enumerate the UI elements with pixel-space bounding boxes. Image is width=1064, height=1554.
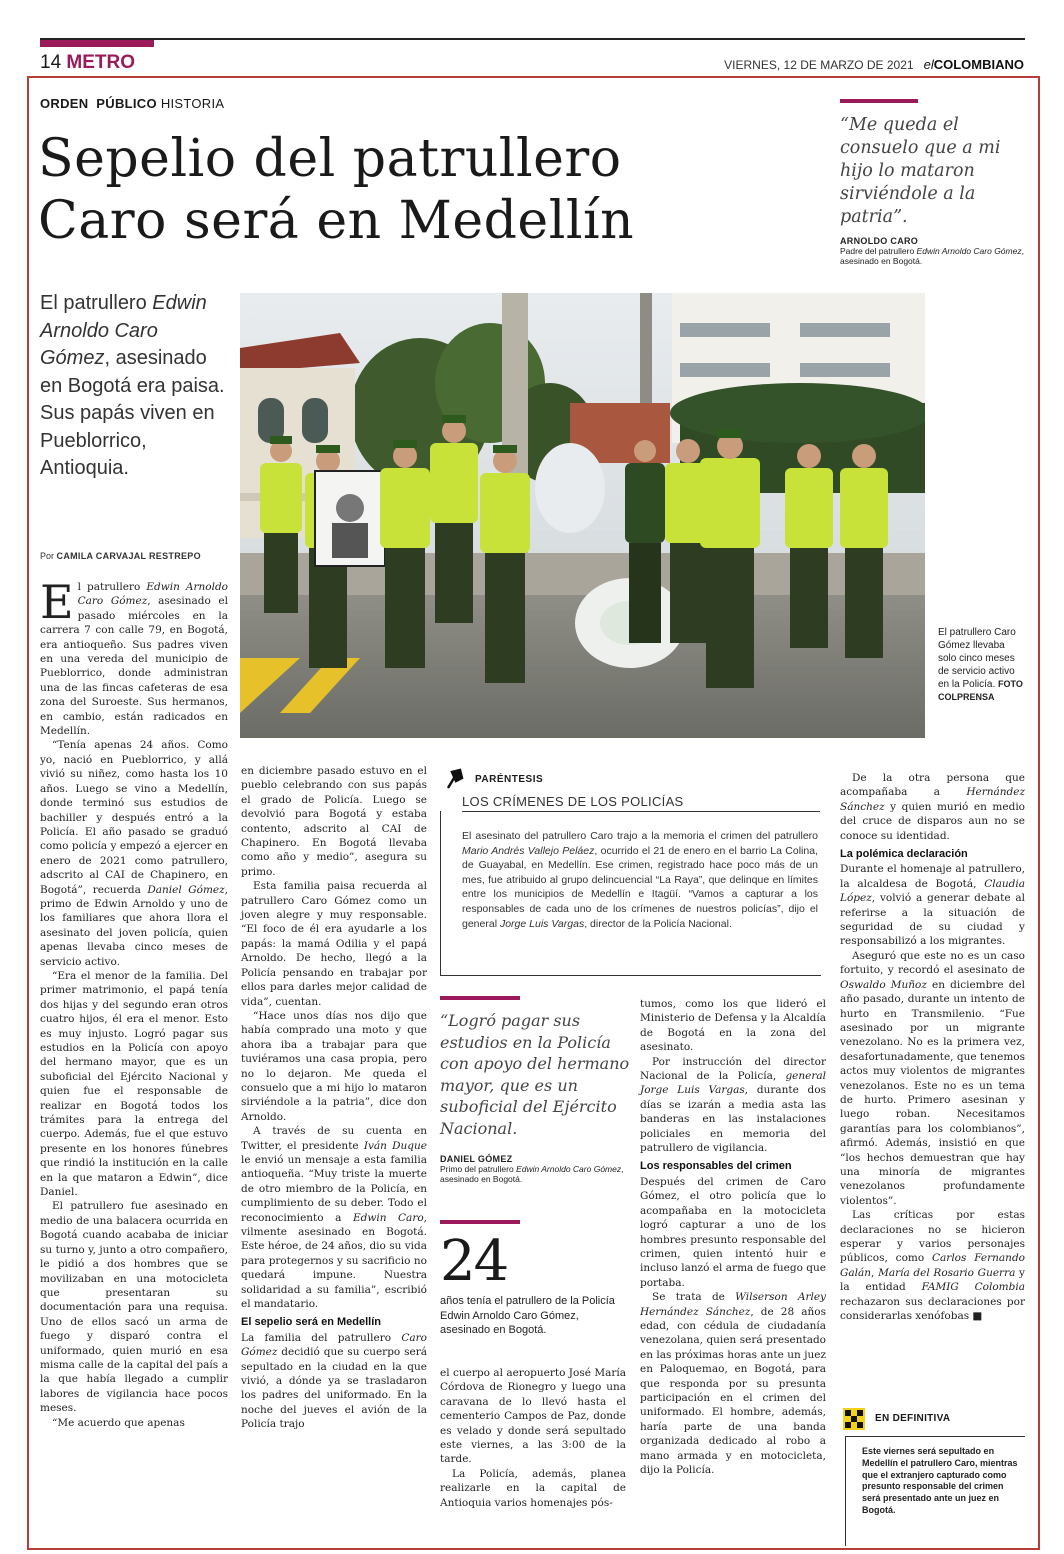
stat-text: años tenía el patrullero de la Policía Edwin Arnoldo Caro Gómez, asesinado en Bogotá. <box>440 1295 615 1336</box>
en-definitiva-text: Este viernes será sepultado en Medellín el patrullero Caro, mientras que el extranjero capturado como presunto responsable del crimen será presentado ante un juez en Bogotá. <box>862 1446 1018 1515</box>
article-column-4: tumos, como los que lideró el Ministerio de Defensa y la Alcaldía de Bogotá en la zona del asesinato. Por instrucción del director Nacional de la Policía, general Jorge Luis Vargas, durante dos días se izarán a media asta las banderas en las instalaciones policiales en memoria del patrullero de vigilancia. Los responsables del crimen Después del crimen de Caro Gómez, el otro policía que lo acompañaba en la motocicleta logró capturar a uno de los hombres presunto responsable del crimen, quien intentó huir e incluso lanzó el arma de fuego que portaba. Se trata de Wilserson Arley Hernández Sánchez, de 28 años edad, con cédula de ciudadanía venezolana, quien será presentado en las próximas horas ante un juez en Paloquemao, en Bogotá, para que responda por su presunta participación en el crimen del uniformado. El hombre, además, haría parte de una banda organizada dedicado al robo a mano armada y en motocicleta, dijo la Policía. <box>640 998 826 1476</box>
subhead-sepelio: El sepelio será en Medellín <box>241 1316 381 1329</box>
article-column-3: el cuerpo al aeropuerto José María Córdova de Rionegro y luego una caravana de lo llevó hasta el cementerio Campos de Paz, donde es velado y donde será sepultado este viernes, a las 3:00 de la tarde. La Policía, además, planea realizarle en la capital de Antioquia varios homenajes pós- <box>440 1367 626 1509</box>
newspaper-logo: COLOMBIANO <box>933 57 1024 72</box>
quote-attribution-2: DANIEL GÓMEZ Primo del patrullero Edwin Arnoldo Caro Gómez, asesinado en Bogotá. <box>440 1154 624 1184</box>
police-honors-photo <box>240 293 925 738</box>
photo-caption: El patrullero Caro Gómez llevaba solo cinco meses de servicio activo en la Policía. FOTO COLPRENSA <box>938 627 1023 702</box>
section-bar <box>40 40 154 47</box>
en-definitiva-icon <box>843 1408 865 1430</box>
lede: El patrullero Edwin Arnoldo Caro Gómez, asesinado en Bogotá era paisa. Sus papás viven en Pueblorrico, Antioquia. <box>40 292 225 479</box>
quote-attribution: ARNOLDO CARO Padre del patrullero Edwin Arnoldo Caro Gómez, asesinado en Bogotá. <box>840 236 1024 266</box>
quote-bar-2 <box>440 996 520 1000</box>
section-name: METRO <box>66 52 136 73</box>
stat-number: 24 <box>440 1229 508 1294</box>
kicker: ORDEN PÚBLICO HISTORIA <box>40 96 225 111</box>
article-column-1: El patrullero Edwin Arnoldo Caro Gómez, asesinado el pasado miércoles en la carrera 7 con calle 79, en Bogotá, era antioqueño. Sus padres viven en una vereda del municipio de Pueblorrico, donde administran una de las fincas cafeteras de esa zona del Suroeste. Sus hermanos, en cambio, están radicados en Medellín. “Tenía apenas 24 años. Como yo, nació en Pueblorrico, y allá vivió su niñez, como hasta los 10 años. Luego se vino a Medellín, donde terminó sus estudios de bachiller y después entró a la Policía. El año pasado se graduó como policía y empezó a ejercer en enero de 2021 como patrullero, adscrito al CAI de Chapinero, en Bogotá”, recuerda Daniel Gómez, primo de Edwin Arnoldo y uno de los familiares que ahora llora el asesinato del joven policía, quien apenas llevaba cinco meses de servicio activo. “Era el menor de la familia. Del primer matrimonio, el papá tenía dos hijas y del segundo eran otros cuatro hijos, él era el menor. Esto es muy injusto. Logró pagar sus estudios en la Policía con apoyo del hermano mayor, que es un suboficial del Ejército Nacional y quien fue el responsable de realizar en Bogotá todos los trámites para la entrega del cuerpo. Además, fue el que estuvo presente en los honores fúnebres que rindió la institución en la calle en la que mataron a Edwin”, dice Daniel. El patrullero fue asesinado en medio de una balacera ocurrida en Bogotá cuando acababa de iniciar su turno y, junto a otro compañero, le pidió a dos hombres que se movilizaban en una motocicleta que presentaran su documentación para una requisa. Uno de ellos sacó un arma de fuego y disparó contra el uniformado, quien murió en esa misma calle de la capital del país a la que había llegado a cumplir labores de vigilancia hace pocos meses. “Me acuerdo que apenas <box>40 575 228 1429</box>
byline: Por CAMILA CARVAJAL RESTREPO <box>40 551 201 561</box>
page-number: 14 METRO <box>40 52 136 73</box>
pull-quote-cousin: “Logró pagar sus estudios en la Policía con apoyo del hermano mayor, que es un suboficial del Ejército Nacional. <box>440 1011 630 1138</box>
subhead-responsables: Los responsables del crimen <box>640 1160 792 1173</box>
parentesis-icon <box>444 768 466 790</box>
parentesis-label: PARÉNTESIS <box>475 774 544 785</box>
en-definitiva-label: EN DEFINITIVA <box>875 1413 951 1424</box>
subhead-polemica: La polémica declaración <box>840 848 968 861</box>
headline: Sepelio del patrullero Caro será en Medellín <box>38 129 635 251</box>
drop-cap: E <box>40 575 74 629</box>
main-photo <box>240 293 925 738</box>
dateline: VIERNES, 12 DE MARZO DE 2021 elCOLOMBIANO <box>724 57 1024 72</box>
header-rule <box>40 38 1025 40</box>
parentesis-text: El asesinato del patrullero Caro trajo a la memoria el crimen del patrullero Mario Andrés Vallejo Peláez, ocurrido el 21 de enero en el barrio La Colina, de Guayabal, en Medellín. Ese crimen, registrado hace poco más de un mes, fue atribuido al grupo delincuencial “La Raya”, que delinque en límites entre los municipios de Medellín e Itagüí. “Vamos a capturar a los responsables de cada uno de los crímenes de nuestros policías”, dijo el general Jorge Luis Vargas, director de la Policía Nacional. <box>462 830 818 930</box>
quote-bar <box>840 99 918 103</box>
article-column-5: De la otra persona que acompañaba a Hernández Sánchez y quien murió en medio del cruce de disparos aun no se conoce su identidad. La polémica declaración Durante el homenaje al patrullero, la alcaldesa de Bogotá, Claudia López, volvió a generar debate al referirse a la situación de seguridad de su ciudad y responsabilizó a los migrantes. Aseguró que este no es un caso fortuito, y recordó el asesinato de Oswaldo Muñoz en diciembre del año pasado, durante un intento de hurto en Transmilenio. “Fue asesinado por un migrante venezolano. No es la primera vez, desafortunadamente, que tenemos actos muy violentos de migrantes venezolanos. Este no es un tema de hurto. Primero asesinan y luego roban. Necesitamos garantías para los colombianos”, afirmó. Además, insistió en que “los hechos demuestran que hay una minoría de migrantes venezolanos profundamente violentos”. Las críticas por estas declaraciones no se hicieron esperar y varios personajes públicos, como Carlos Fernando Galán, María del Rosario Guerra y la entidad FAMIG Colombia rechazaron sus declaraciones por considerarlas xenófobas ■ <box>840 772 1025 1323</box>
stat-bar <box>440 1220 520 1224</box>
pull-quote-father: “Me queda el consuelo que a mi hijo lo mataron sirviéndole a la patria”. <box>840 115 1001 227</box>
article-column-2: en diciembre pasado estuvo en el pueblo celebrando con sus papás el grado de Policía. Luego se devolvió para Bogotá y estaba contento, adscrito al CAI de Chapinero. En Bogotá llevaba como año y medio”, asegura su primo. Esta familia paisa recuerda al patrullero Caro Gómez como un joven alegre y muy responsable. “El foco de él era ayudarle a los papás: la mamá Odilia y el papá Arnoldo. De hecho, llegó a la Policía pensando en trabajar por ellos para darles mejor calidad de vida”, cuentan. “Hace unos días nos dijo que había comprado una moto y que ahora iba a trabajar para que tuviéramos una casa propia, pero no lo dejaron. Me queda el consuelo que a mi hijo lo mataron sirviéndole a la patria”, dice don Arnoldo. A través de su cuenta en Twitter, el presidente Iván Duque le envió un mensaje a esta familia antioqueña. “Muy triste la muerte de otro miembro de la Policía, en cumplimiento de su deber. Todo el reconocimiento a Edwin Caro, vilmente asesinado en Bogotá. Este héroe, de 24 años, dio su vida para protegernos y su sacrificio no quedará impune. Nuestra solidaridad a su familia”, escribió el mandatario. El sepelio será en Medellín La familia del patrullero Caro Gómez decidió que su cuerpo será sepultado en la ciudad en la que vivió, a dónde ya se trasladaron los padres del uniformado. En la noche del jueves el avión de la Policía trajo <box>241 765 428 1431</box>
parentesis-title: LOS CRÍMENES DE LOS POLICÍAS <box>462 794 684 809</box>
